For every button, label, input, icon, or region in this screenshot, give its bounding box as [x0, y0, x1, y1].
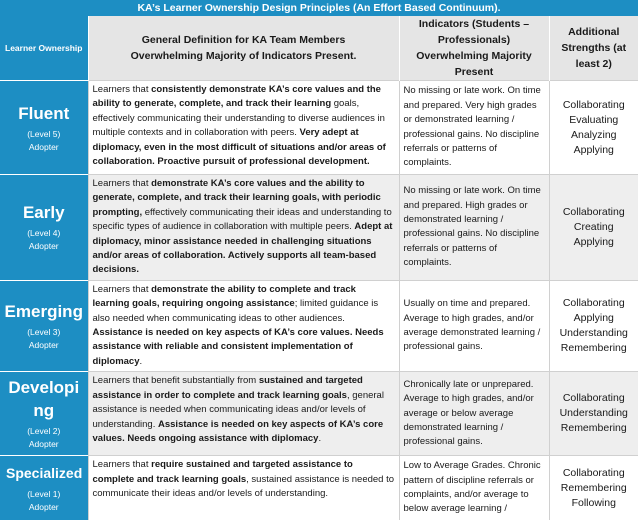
level-name: Emerging	[0, 300, 88, 323]
definition-text: ; limited guidance is also needed when communicating ideas to other audiences.	[93, 298, 379, 323]
definition-cell	[88, 280, 399, 371]
level-adopter: Adopter	[0, 141, 88, 154]
definition-text: , general assistance is needed when communicating ideas and/or levels of understanding.	[93, 390, 384, 430]
indicators-cell: Low to Average Grades. Chronic pattern of discipline referrals or complaints, and/or average to below average learning /	[399, 456, 549, 520]
level-name: Early	[0, 201, 88, 224]
definition-cell	[88, 372, 399, 456]
table-row	[0, 456, 638, 520]
strength-item: Collaborating	[552, 391, 637, 406]
strengths-cell	[549, 175, 638, 281]
definition-bold-text: Very adept at diplomacy, even in the most difficult of situations and/or areas of collaboration. Proactive pursuit of professional development.	[93, 127, 386, 167]
definition-text: Learners that	[93, 284, 152, 295]
definition-bold-text: sustained and targeted	[259, 375, 363, 386]
strength-item: Remembering	[552, 421, 637, 436]
header-row	[0, 16, 638, 81]
indicators-cell: No missing or late work. On time and prepared. High grades or demonstrated learning / professional gains. No discipline referrals or patterns of complaints.	[399, 175, 549, 281]
strengths-cell	[549, 280, 638, 371]
definition-text: Learners that benefit substantially from	[93, 375, 259, 386]
table-row	[0, 81, 638, 175]
definition-bold-text: Assistance is needed on key aspects of KA’s core values. Needs assistance with reliable and consistent implementation of diplomacy	[93, 327, 384, 367]
strength-item: Collaborating	[552, 205, 637, 220]
strength-item: Collaborating	[552, 296, 637, 311]
header-indicators-text: Indicators (Students – Professionals) Overwhelming Majority Present	[400, 16, 549, 80]
definition-text: effectively communicating their ideas and understanding to specific types of audience in collaboration with multiple peers.	[93, 207, 392, 232]
design-principles-table	[0, 16, 638, 520]
strength-item: Collaborating	[552, 98, 637, 113]
definition-cell	[88, 456, 399, 520]
strength-item: Understanding	[552, 406, 637, 421]
table-row	[0, 175, 638, 281]
header-strengths	[549, 16, 638, 81]
level-cell	[0, 175, 88, 281]
definition-text: goals, effectively communicating their understanding to diverse audiences in multiple contexts and in collaboration with peers.	[93, 98, 385, 138]
definition-cell	[88, 81, 399, 175]
strength-item: Evaluating	[552, 113, 637, 128]
definition-bold-text: assistance in order to complete and track learning goals	[93, 390, 347, 401]
strength-item: Analyzing	[552, 128, 637, 143]
indicators-cell: No missing or late work. On time and prepared. Very high grades or demonstrated learning / professional gains. No discipline referrals or patterns of complaints.	[399, 81, 549, 175]
definition-bold-text: Assistance is needed on key aspects of KA’s core values. Needs ongoing assistance with diplomacy	[93, 419, 384, 444]
level-adopter: Adopter	[0, 438, 88, 451]
strength-item: Remembering	[552, 481, 637, 496]
definition-bold-text: Adept at diplomacy, minor assistance needed in challenging situations and/or areas of collaboration. Actively supports all team-based decisions.	[93, 221, 393, 275]
strength-item: Applying	[552, 235, 637, 250]
definition-bold-text: demonstrate the ability to complete and track learning goals, requiring ongoing assistance	[93, 284, 356, 309]
level-number: (Level 5)	[0, 128, 88, 141]
definition-cell	[88, 175, 399, 281]
definition-text: , sustained assistance is needed to communicate their ideas and/or levels of understanding.	[93, 474, 395, 499]
level-adopter: Adopter	[0, 339, 88, 352]
definition-text: Learners that	[93, 84, 152, 95]
header-definition	[88, 16, 399, 81]
strengths-cell	[549, 372, 638, 456]
header-definition-text: General Definition for KA Team Members Overwhelming Majority of Indicators Present.	[89, 32, 399, 64]
level-name: Developing	[0, 376, 88, 422]
level-number: (Level 3)	[0, 326, 88, 339]
header-learner-ownership: Learner Ownership	[0, 16, 88, 81]
definition-text: Learners that	[93, 178, 152, 189]
level-adopter: Adopter	[0, 240, 88, 253]
page-title: KA’s Learner Ownership Design Principles (An Effort Based Continuum).	[0, 0, 638, 16]
strength-item: Applying	[552, 311, 637, 326]
indicators-cell: Chronically late or unprepared. Average to high grades, and/or average or below average demonstrated learning / professional gains.	[399, 372, 549, 456]
level-number: (Level 4)	[0, 227, 88, 240]
table-row	[0, 372, 638, 456]
strength-item: Collaborating	[552, 466, 637, 481]
indicators-cell: Usually on time and prepared. Average to high grades, and/or average demonstrated learning / professional gains.	[399, 280, 549, 371]
strength-item: Remembering	[552, 341, 637, 356]
definition-bold-text: require sustained and targeted assistance to complete and track learning goals	[93, 459, 353, 484]
table-row	[0, 280, 638, 371]
definition-bold-text: demonstrate KA’s core values and the ability to generate, complete, and track their learning goals, with periodic prompting,	[93, 178, 381, 218]
header-strengths-text: Additional Strengths (at least 2)	[550, 24, 638, 72]
strength-item: Creating	[552, 220, 637, 235]
definition-bold-text: consistently demonstrate KA’s core values and the ability to generate, complete, and track their learning	[93, 84, 381, 109]
strengths-cell	[549, 456, 638, 520]
strength-item: Following	[552, 496, 637, 511]
definition-text: Learners that	[93, 459, 152, 470]
definition-text: .	[140, 356, 143, 367]
level-cell	[0, 372, 88, 456]
header-indicators	[399, 16, 549, 81]
level-name: Specialized	[0, 462, 88, 485]
level-cell	[0, 456, 88, 520]
level-cell	[0, 280, 88, 371]
strength-item: Understanding	[552, 326, 637, 341]
level-adopter: Adopter	[0, 501, 88, 514]
strengths-cell	[549, 81, 638, 175]
level-number: (Level 2)	[0, 425, 88, 438]
definition-text: .	[318, 433, 321, 444]
level-number: (Level 1)	[0, 488, 88, 501]
level-cell	[0, 81, 88, 175]
level-name: Fluent	[0, 102, 88, 125]
strength-item: Applying	[552, 143, 637, 158]
